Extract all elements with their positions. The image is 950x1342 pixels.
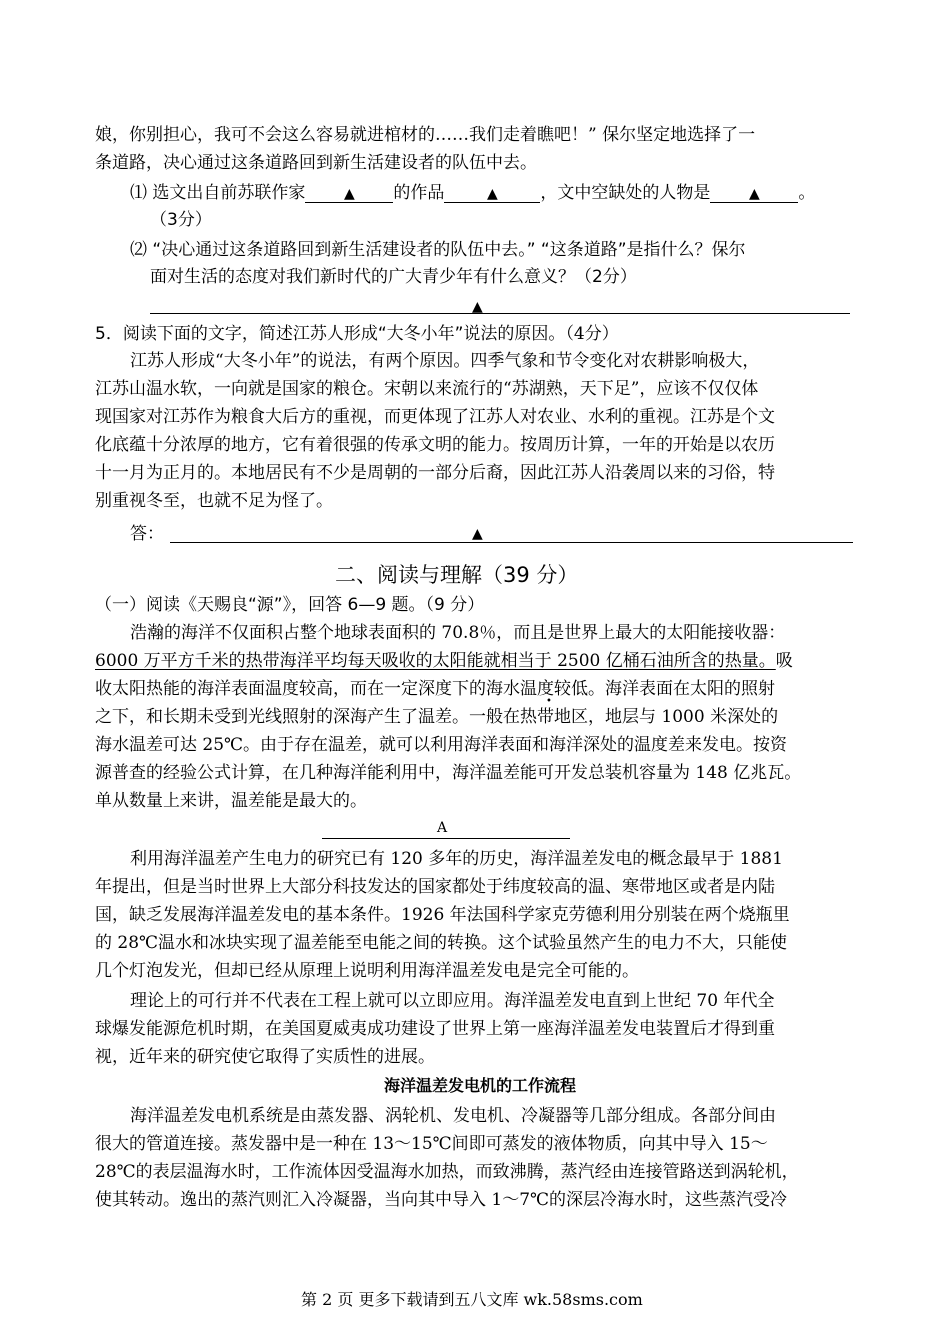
passage-line: 化底蕴十分浓厚的地方，它有着很强的传承文明的能力。按周历计算，一年的开始是以农历 bbox=[95, 435, 775, 455]
question-number: ⑴ bbox=[130, 183, 147, 203]
question-text: 。 bbox=[798, 183, 816, 203]
question-5-heading bbox=[95, 323, 619, 345]
section-sub-heading: （一）阅读《天赐良“源”》，回答 6—9 题。（9 分） bbox=[95, 595, 485, 615]
answer-marker: ▲ bbox=[487, 186, 498, 202]
blank-label-a: A bbox=[437, 820, 448, 836]
passage-line: 视，近年来的研究使它取得了实质性的进展。 bbox=[95, 1047, 435, 1067]
passage-line: 江苏人形成“大冬小年”的说法，有两个原因。四季气象和节令变化对农耕影响极大， bbox=[130, 351, 760, 371]
question-score: （4分） bbox=[565, 324, 619, 344]
passage-subtitle: 海洋温差发电机的工作流程 bbox=[384, 1076, 577, 1095]
passage-line: 国，缺乏发展海洋温差发电的基本条件。1926 年法国科学家克劳德利用分别装在两个烧瓶里 bbox=[95, 905, 790, 925]
passage-line: 海水温差可达 25℃。由于存在温差，就可以利用海洋表面和海洋深处的温度差来发电。按资 bbox=[95, 735, 788, 755]
passage-line: 很大的管道连接。蒸发器中是一种在 13～15℃间即可蒸发的液体物质，向其中导入 15～ bbox=[95, 1134, 768, 1154]
passage-line: 的 28℃温水和冰块实现了温差能至电能之间的转换。这个试验虽然产生的电力不大，只能使 bbox=[95, 933, 788, 953]
page-footer: 第 2 页 更多下载请到五八文库 wk.58sms.com bbox=[301, 1290, 643, 1309]
answer-marker: ▲ bbox=[344, 186, 355, 202]
passage-line: 源普查的经验公式计算，在几种海洋能利用中，海洋温差能可开发总装机容量为 148 亿兆瓦。 bbox=[95, 763, 802, 783]
paragraph-line: 条道路，决心通过这条道路回到新生活建设者的队伍中去。 bbox=[95, 153, 537, 173]
passage-line: 江苏山温水软，一向就是国家的粮仓。宋朝以来流行的“苏湖熟，天下足”，应该不仅仅体 bbox=[95, 379, 759, 399]
passage-text: 吸 bbox=[775, 651, 793, 671]
section-title: 二、阅读与理解（39 分） bbox=[335, 563, 579, 587]
passage-line: 别重视冬至，也就不足为怪了。 bbox=[95, 491, 333, 511]
passage-line: 现国家对江苏作为粮食大后方的重视，而更体现了江苏人对农业、水利的重视。江苏是个文 bbox=[95, 407, 775, 427]
answer-blank-character[interactable] bbox=[710, 182, 798, 203]
question-4-1 bbox=[130, 182, 815, 204]
passage-line: 收太阳热能的海洋表面温度较高，而在一定深度下的海水温度较低。海洋表面在太阳的照射 bbox=[95, 679, 775, 699]
question-text: 面对生活的态度对我们新时代的广大青少年有什么意义？（2分） bbox=[150, 267, 637, 287]
passage-line bbox=[95, 650, 793, 672]
passage-line: 之下，和长期未受到光线照射的深海产生了温差。一般在热带地区，地层与 1000 米深处的 bbox=[95, 707, 779, 727]
question-text: 的作品 bbox=[393, 183, 445, 203]
passage-line: 理论上的可行并不代表在工程上就可以立即应用。海洋温差发电直到上世纪 70 年代全 bbox=[130, 991, 775, 1011]
underlined-sentence: 6000 万平方千米的热带海洋平均每天吸收的太阳能就相当于 2500 亿桶石油所含的热量。 bbox=[95, 651, 776, 671]
emphasis-dot: • bbox=[546, 696, 552, 707]
passage-line: 年提出，但是当时世界上大部分科技发达的国家都处于纬度较高的温、寒带地区或者是内陆 bbox=[95, 877, 775, 897]
passage-line: 几个灯泡发光，但却已经从原理上说明利用海洋温差发电是完全可能的。 bbox=[95, 961, 639, 981]
passage-line: 浩瀚的海洋不仅面积占整个地球表面积的 70.8％，而且是世界上最大的太阳能接收器： bbox=[130, 623, 786, 643]
answer-marker: ▲ bbox=[472, 299, 483, 315]
answer-label: 答： bbox=[130, 524, 164, 544]
question-4-2 bbox=[130, 239, 746, 261]
passage-line: 使其转动。逸出的蒸汽则汇入冷凝器，当向其中导入 1～7℃的深层冷海水时，这些蒸汽受冷 bbox=[95, 1190, 788, 1210]
answer-marker: ▲ bbox=[749, 186, 760, 202]
paragraph-line: 娘，你别担心，我可不会这么容易就进棺材的……我们走着瞧吧！” 保尔坚定地选择了一 bbox=[95, 125, 756, 145]
passage-line: 28℃的表层温海水时，工作流体因受温海水加热，而致沸腾，蒸汽经由连接管路送到涡轮机， bbox=[95, 1162, 799, 1182]
answer-line[interactable] bbox=[170, 542, 853, 543]
question-text: 5．阅读下面的文字，简述江苏人形成“大冬小年”说法的原因。 bbox=[95, 324, 566, 344]
passage-line: 十一月为正月的。本地居民有不少是周朝的一部分后裔，因此江苏人沿袭周以来的习俗，特 bbox=[95, 463, 775, 483]
question-text: 选文出自前苏联作家 bbox=[152, 183, 306, 203]
answer-line[interactable] bbox=[150, 313, 850, 314]
answer-blank-author[interactable] bbox=[305, 182, 393, 203]
passage-line: 利用海洋温差产生电力的研究已有 120 多年的历史，海洋温差发电的概念最早于 1881 bbox=[130, 849, 783, 869]
answer-marker: ▲ bbox=[472, 526, 483, 542]
question-number: ⑵ bbox=[130, 240, 147, 260]
question-text: ，文中空缺处的人物是 bbox=[540, 183, 711, 203]
passage-line: 海洋温差发电机系统是由蒸发器、涡轮机、发电机、冷凝器等几部分组成。各部分间由 bbox=[130, 1106, 776, 1126]
answer-blank-work[interactable] bbox=[444, 182, 540, 203]
question-score: （3分） bbox=[150, 210, 212, 230]
blank-line-a[interactable] bbox=[322, 838, 570, 839]
passage-line: 单从数量上来讲，温差能是最大的。 bbox=[95, 791, 367, 811]
passage-line: 球爆发能源危机时期，在美国夏威夷成功建设了世界上第一座海洋温差发电装置后才得到重 bbox=[95, 1019, 775, 1039]
question-text: “决心通过这条道路回到新生活建设者的队伍中去。” “这条道路”是指什么？保尔 bbox=[152, 240, 746, 260]
